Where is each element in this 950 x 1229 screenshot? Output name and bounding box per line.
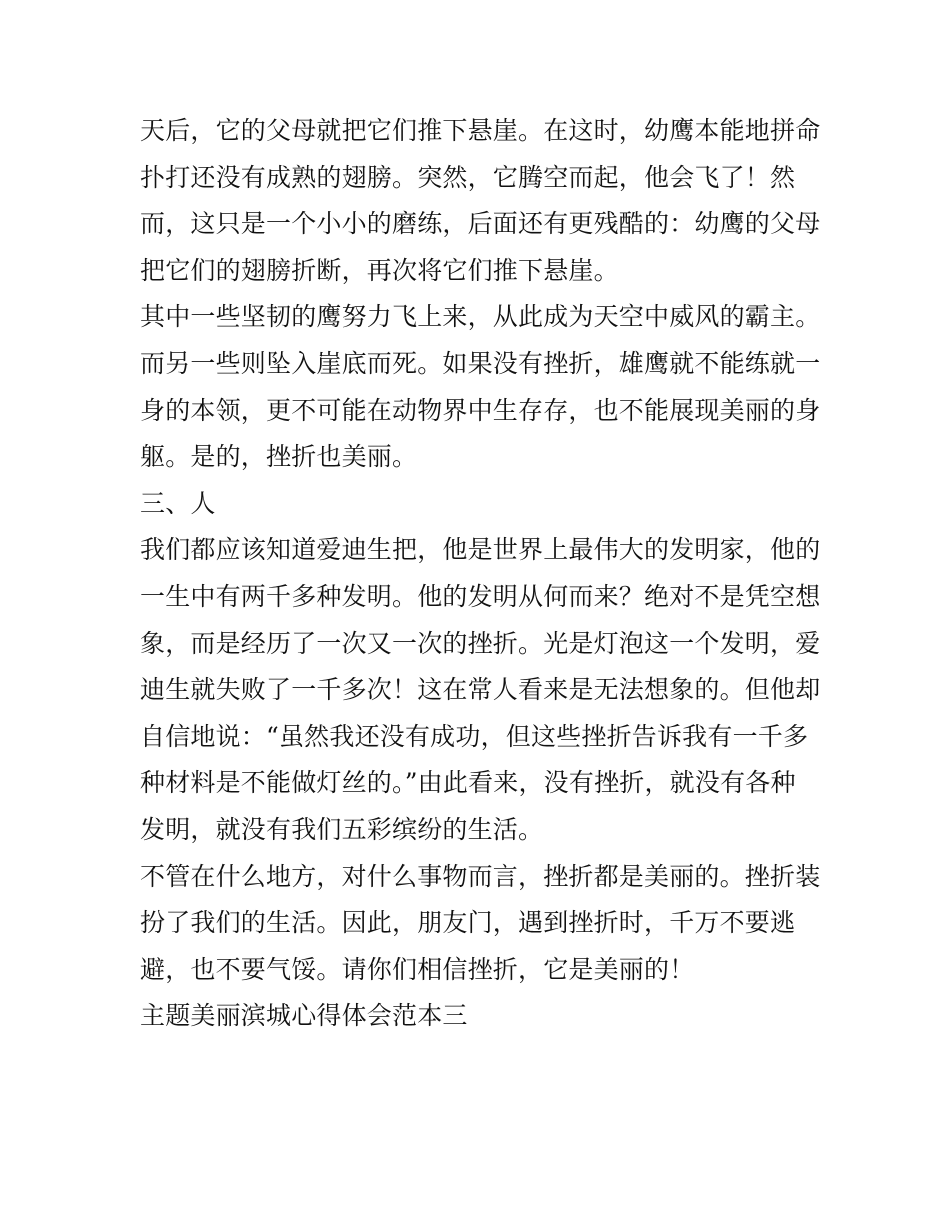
text-line: 避，也不要气馁。请你们相信挫折，它是美丽的！ <box>140 954 695 984</box>
text-line: 种材料是不能做灯丝的。”由此看来，没有挫折，就没有各种 <box>140 768 796 798</box>
text-line: 发明，就没有我们五彩缤纷的生活。 <box>140 814 544 844</box>
text-line: 而，这只是一个小小的磨练，后面还有更残酷的：幼鹰的父母 <box>140 209 821 239</box>
text-line: 扮了我们的生活。因此，朋友门，遇到挫折时，千万不要逃 <box>140 908 796 938</box>
document-body <box>140 108 820 1040</box>
section-heading: 三、人 <box>140 488 216 518</box>
text-line: 不管在什么地方，对什么事物而言，挫折都是美丽的。挫折装 <box>140 861 821 891</box>
text-line: 迪生就失败了一千多次！这在常人看来是无法想象的。但他却 <box>140 675 821 705</box>
text-line: 自信地说：“虽然我还没有成功，但这些挫折告诉我有一千多 <box>140 721 809 751</box>
text-line: 躯。是的，挫折也美丽。 <box>140 442 418 472</box>
text-line: 我们都应该知道爱迪生把，他是世界上最伟大的发明家，他的 <box>140 535 821 565</box>
document-subtitle: 主题美丽滨城心得体会范本三 <box>140 1001 468 1031</box>
text-line: 身的本领，更不可能在动物界中生存存，也不能展现美丽的身 <box>140 395 821 425</box>
text-line: 象，而是经历了一次又一次的挫折。光是灯泡这一个发明，爱 <box>140 628 821 658</box>
text-line: 一生中有两千多种发明。他的发明从何而来？绝对不是凭空想 <box>140 581 821 611</box>
text-line: 天后，它的父母就把它们推下悬崖。在这时，幼鹰本能地拼命 <box>140 116 821 145</box>
text-line: 而另一些则坠入崖底而死。如果没有挫折，雄鹰就不能练就一 <box>140 348 821 378</box>
text-line: 其中一些坚韧的鹰努力飞上来，从此成为天空中威风的霸主。 <box>140 302 821 332</box>
text-line: 扑打还没有成熟的翅膀。突然，它腾空而起，他会飞了！然 <box>140 162 796 192</box>
text-line: 把它们的翅膀折断，再次将它们推下悬崖。 <box>140 255 619 285</box>
